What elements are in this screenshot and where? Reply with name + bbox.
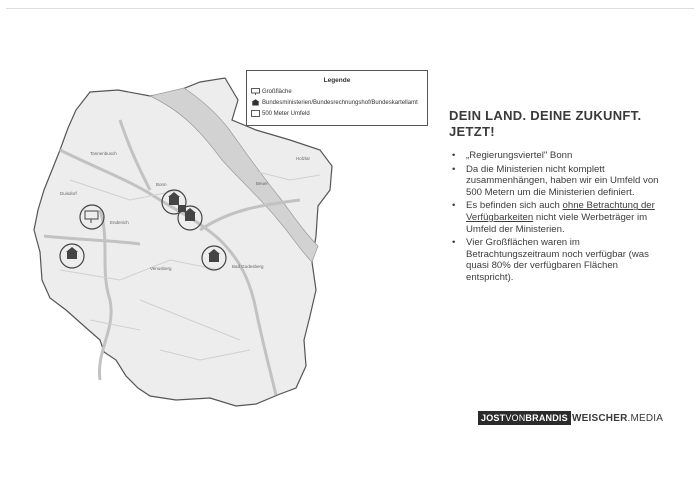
- legend-label-billboard: Großfläche: [262, 88, 292, 95]
- label-holzlar: Holzlar: [296, 156, 311, 161]
- label-tannenbusch: Tannenbusch: [90, 151, 117, 156]
- bullet-list: [452, 150, 662, 286]
- label-beuel: Beuel: [256, 181, 268, 186]
- bullet-item: • „Regierungsviertel" Bonn: [452, 150, 662, 162]
- label-duisdorf: Duisdorf: [60, 191, 77, 196]
- logo-brandis: BRANDIS: [525, 413, 568, 423]
- bullet-item: • Da die Ministerien nicht komplett zusammenhängen, haben wir ein Umfeld von 500 Metern um die Ministerien definiert.: [452, 164, 662, 199]
- logo-jost: JOST: [481, 413, 506, 423]
- billboard-icon: [251, 88, 260, 95]
- slogan-line-1: DEIN LAND. DEINE ZUKUNFT.: [449, 108, 642, 123]
- bullet-text-post: nicht viele Werbeträger im Umfeld der Ministerien.: [466, 211, 648, 235]
- legend-label-ministry: Bundesministerien/Bundesrechnungshof/Bundeskartellamt: [262, 99, 418, 106]
- label-bad-godesberg: Bad Godesberg: [232, 264, 264, 269]
- bullet-item: [452, 200, 662, 235]
- radius-circle-icon: [251, 110, 260, 117]
- bullet-text-pre: Es befinden sich auch: [466, 200, 563, 212]
- logo-weischer: WEISCHER: [572, 413, 628, 424]
- legend-item-billboard: [251, 88, 427, 95]
- label-bonn: Bonn: [156, 182, 167, 187]
- logo-media: .MEDIA: [627, 413, 664, 424]
- weischer-media-logo: [572, 413, 663, 424]
- legend-label-radius: 500 Meter Umfeld: [262, 110, 310, 117]
- ministry-building-icon: [251, 99, 260, 106]
- campaign-slogan: [449, 108, 669, 140]
- bullet-item: • Vier Großflächen waren im Betrachtungszeitraum noch verfügbar (was quasi 80% der verfügbaren Flächen entspricht).: [452, 237, 662, 283]
- jost-von-brandis-logo: [478, 411, 571, 425]
- map-legend: [246, 70, 428, 126]
- legend-item-ministry: [251, 99, 427, 106]
- logo-von: VON: [505, 413, 526, 423]
- legend-title: Legende: [323, 77, 351, 84]
- slogan-line-2: JETZT!: [449, 124, 495, 139]
- label-endenich: Endenich: [110, 220, 129, 225]
- city-area: [34, 78, 332, 406]
- bullet-text-underlined: ohne Betrachtung der Verfügbarkeiten: [466, 200, 655, 223]
- legend-item-radius: [251, 110, 427, 117]
- label-venusberg: Venusberg: [150, 266, 172, 271]
